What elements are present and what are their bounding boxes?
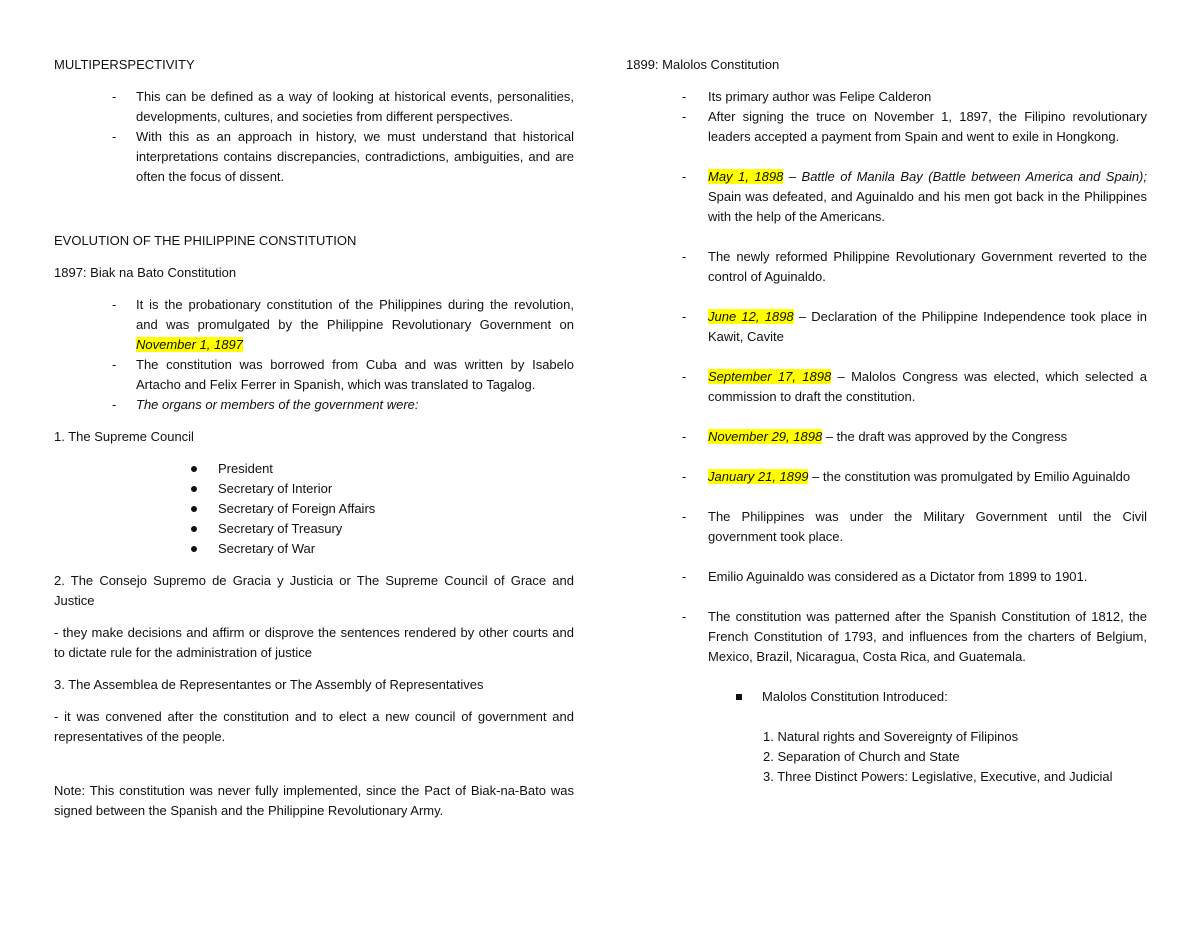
list-item-text: – Malolos Congress was elected, which selected a commission to draft the constitution. xyxy=(708,369,1148,404)
organ-supreme-council: 1. The Supreme Council xyxy=(54,429,194,444)
organ-consejo-description: - they make decisions and affirm or disprove the sentences rendered by other courts and to dictate rule for the administration of justice xyxy=(54,625,574,660)
dash-marker: - xyxy=(112,89,117,104)
list-item xyxy=(54,127,574,187)
list-item-text: Its primary author was Felipe Calderon xyxy=(708,89,932,104)
highlighted-date: January 21, 1899 xyxy=(708,469,809,484)
dash-marker: - xyxy=(112,397,117,412)
highlighted-date: November 1, 1897 xyxy=(136,337,243,352)
list-item-text: After signing the truce on November 1, 1897, the Filipino revolutionary leaders accepted a payment from Spain and went to exile in Hongkong. xyxy=(708,109,1147,144)
list-item-text: Secretary of Interior xyxy=(218,481,333,496)
right-column xyxy=(626,55,1147,787)
dash-marker: - xyxy=(682,249,687,264)
list-item xyxy=(626,467,1147,487)
list-item-text: The newly reformed Philippine Revolutionary Government reverted to the control of Aguinaldo. xyxy=(708,249,1147,284)
list-item xyxy=(626,307,1147,347)
list-item-text: – Declaration of the Philippine Independence took place in Kawit, Cavite xyxy=(708,309,1148,344)
list-item-text: The organs or members of the government were: xyxy=(136,397,419,412)
list-item xyxy=(626,247,1147,287)
left-column xyxy=(54,55,574,821)
list-item-text: Spain was defeated, and Aguinaldo and his men got back in the Philippines with the help of the Americans. xyxy=(708,189,1147,224)
bullet-icon xyxy=(191,546,197,552)
list-item-text: – Battle of Manila Bay (Battle between America and Spain); xyxy=(783,169,1148,184)
square-bullet-icon xyxy=(736,694,742,700)
list-item-text: President xyxy=(218,461,273,476)
list-item xyxy=(54,87,574,127)
list-item xyxy=(54,355,574,395)
highlighted-date: November 29, 1898 xyxy=(708,429,823,444)
multiperspectivity-list xyxy=(54,87,574,187)
organ-consejo-supremo: 2. The Consejo Supremo de Gracia y Justicia or The Supreme Council of Grace and Justice xyxy=(54,573,574,608)
bullet-icon xyxy=(191,486,197,492)
highlighted-date: September 17, 1898 xyxy=(708,369,832,384)
dash-marker: - xyxy=(682,89,687,104)
malolos-introduced-heading xyxy=(626,687,1147,707)
multiperspectivity-title: MULTIPERSPECTIVITY xyxy=(54,57,195,72)
list-item xyxy=(626,567,1147,587)
list-item xyxy=(626,107,1147,147)
bullet-icon xyxy=(191,526,197,532)
list-item xyxy=(54,295,574,355)
list-item-text: The constitution was borrowed from Cuba and was written by Isabelo Artacho and Felix Ferrer in Spanish, which was translated to Tagalog. xyxy=(136,357,574,392)
dash-marker: - xyxy=(112,357,117,372)
list-item-text: With this as an approach in history, we must understand that historical interpretations contains discrepancies, contradictions, ambiguities, and are often the focus of dissent. xyxy=(136,129,574,184)
dash-marker: - xyxy=(682,429,687,444)
list-item xyxy=(54,499,574,519)
organ-assembly-description: - it was convened after the constitution and to elect a new council of government and representatives of the people. xyxy=(54,709,574,744)
list-item-text: Emilio Aguinaldo was considered as a Dictator from 1899 to 1901. xyxy=(708,569,1088,584)
malolos-heading: 1899: Malolos Constitution xyxy=(626,57,780,72)
dash-marker: - xyxy=(682,609,687,624)
list-item-text: Secretary of Foreign Affairs xyxy=(218,501,376,516)
list-item-text: The constitution was patterned after the Spanish Constitution of 1812, the French Constitution of 1793, and influences from the charters of Belgium, Mexico, Brazil, Nicaragua, Costa Rica, and Guatemala. xyxy=(708,609,1147,664)
list-item-text: – the draft was approved by the Congress xyxy=(822,429,1068,444)
highlighted-date: May 1, 1898 xyxy=(708,169,784,184)
list-item-text: Secretary of Treasury xyxy=(218,521,343,536)
council-members-list xyxy=(54,459,574,559)
biak-heading: 1897: Biak na Bato Constitution xyxy=(54,265,237,280)
list-item xyxy=(54,395,574,415)
highlighted-date: June 12, 1898 xyxy=(708,309,794,324)
list-item-text: It is the probationary constitution of the Philippines during the revolution, and was promulgated by the Philippine Revolutionary Government on xyxy=(136,297,574,332)
dash-marker: - xyxy=(682,469,687,484)
list-item: 3. Three Distinct Powers: Legislative, Executive, and Judicial xyxy=(763,769,1113,784)
dash-marker: - xyxy=(682,509,687,524)
list-item xyxy=(626,607,1147,667)
introduced-list xyxy=(626,727,1147,787)
evolution-title: EVOLUTION OF THE PHILIPPINE CONSTITUTION xyxy=(54,233,357,248)
list-item xyxy=(626,87,1147,107)
list-item-text: – the constitution was promulgated by Emilio Aguinaldo xyxy=(808,469,1131,484)
list-item-text: Secretary of War xyxy=(218,541,316,556)
list-item xyxy=(626,427,1147,447)
list-item xyxy=(54,459,574,479)
list-item xyxy=(54,539,574,559)
dash-marker: - xyxy=(112,129,117,144)
dash-marker: - xyxy=(682,369,687,384)
list-item-text: This can be defined as a way of looking at historical events, personalities, developments, cultures, and societies from different perspectives. xyxy=(136,89,574,124)
dash-marker: - xyxy=(682,169,687,184)
list-item: 1. Natural rights and Sovereignty of Filipinos xyxy=(763,729,1019,744)
dash-marker: - xyxy=(682,569,687,584)
list-item xyxy=(54,519,574,539)
list-item xyxy=(626,507,1147,547)
malolos-list xyxy=(626,87,1147,667)
organ-assembly: 3. The Assemblea de Representantes or The Assembly of Representatives xyxy=(54,677,484,692)
dash-marker: - xyxy=(112,297,117,312)
list-item xyxy=(626,167,1147,227)
bullet-icon xyxy=(191,506,197,512)
list-item xyxy=(54,479,574,499)
bullet-icon xyxy=(191,466,197,472)
list-item xyxy=(626,367,1147,407)
biak-list xyxy=(54,295,574,415)
dash-marker: - xyxy=(682,109,687,124)
list-item: 2. Separation of Church and State xyxy=(763,749,960,764)
dash-marker: - xyxy=(682,309,687,324)
list-item-text: Malolos Constitution Introduced: xyxy=(762,689,948,704)
biak-note: Note: This constitution was never fully implemented, since the Pact of Biak-na-Bato was signed between the Spanish and the Philippine Revolutionary Army. xyxy=(54,783,574,818)
list-item-text: The Philippines was under the Military Government until the Civil government took place. xyxy=(708,509,1147,544)
